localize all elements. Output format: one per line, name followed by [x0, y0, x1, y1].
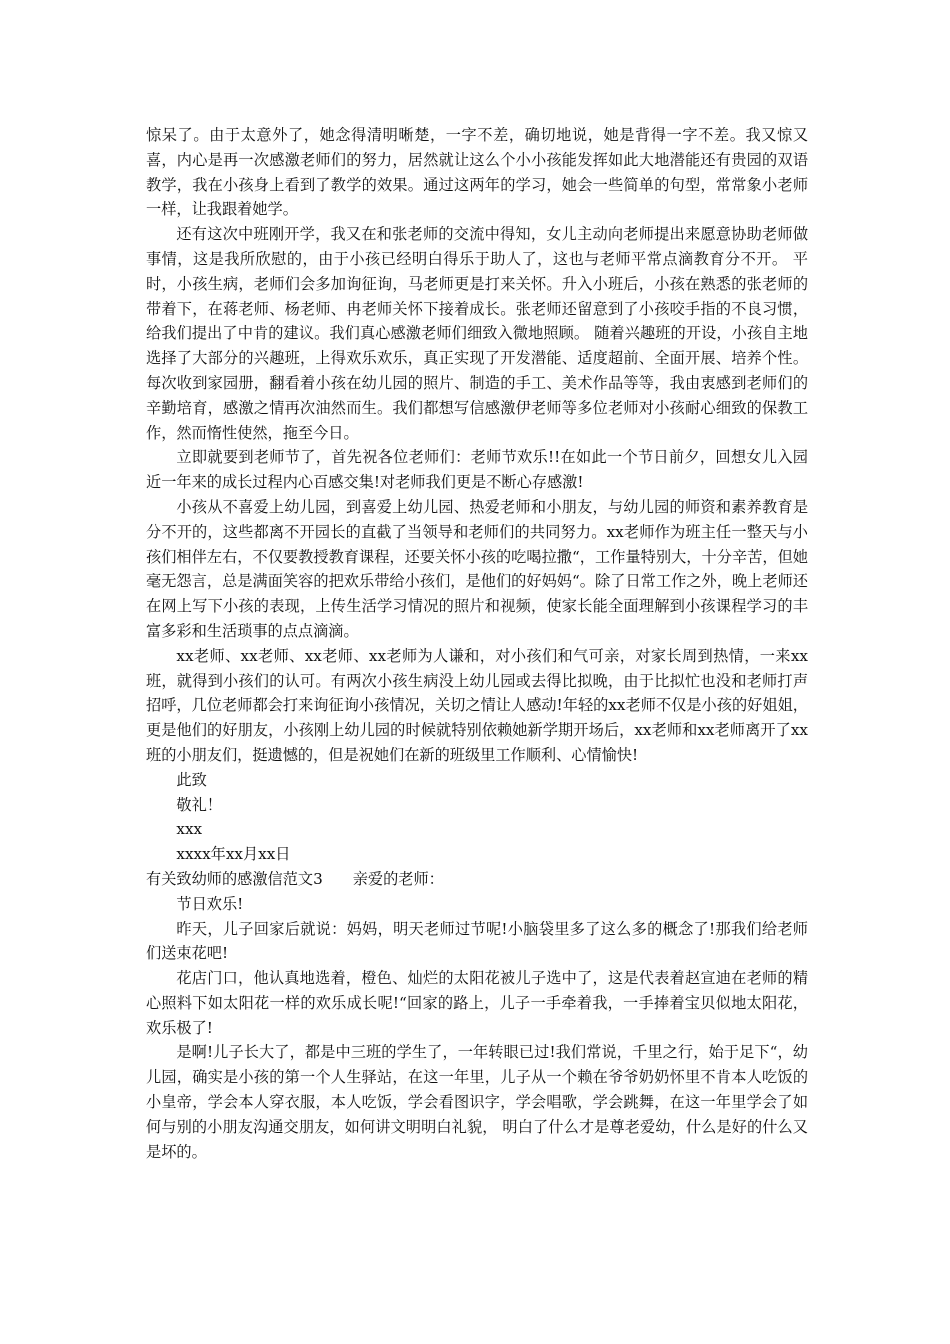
- paragraph-3: 立即就要到老师节了，首先祝各位老师们：老师节欢乐!!在如此一个节日前夕，回想女儿入园近一年来的成长过程内心百感交集!对老师我们更是不断心存感激!: [146, 448, 808, 492]
- document-body: [146, 123, 808, 1164]
- paragraph-7: 昨天，儿子回家后就说：妈妈，明天老师过节呢!小脑袋里多了这么多的概念了!那我们给老师们送束花吧!: [146, 919, 808, 963]
- closing-line: 此致: [176, 770, 207, 789]
- paragraph-2: 还有这次中班刚开学，我又在和张老师的交流中得知，女儿主动向老师提出来愿意协助老师做事情，这是我所欣慰的，由于小孩已经明白得乐于助人了，这也与老师平常点滴教育分不开。 平时，小孩生病，老师们会多加询征询，马老师更是打来关怀。升入小班后，小孩在熟悉的张老师的带着下，在蒋老师、杨老师、冉老师关怀下接着成长。张老师还留意到了小孩咬手指的不良习惯，给我们提出了中肯的建议。我们真心感激老师们细致入微地照顾。 随着兴趣班的开设，小孩自主地选择了大部分的兴趣班，上得欢乐欢乐，真正实现了开发潜能、适度超前、全面开展、培养个性。每次收到家园册，翻看着小孩在幼儿园的照片、制造的手工、美术作品等等，我由衷感到老师们的辛勤培育，感激之情再次油然而生。我们都想写信感激伊老师等多位老师对小孩耐心细致的保教工作，然而惰性使然，拖至今日。: [146, 225, 808, 442]
- paragraph-9: 是啊!儿子长大了，都是中三班的学生了，一年转眼已过!我们常说，千里之行，始于足下“，幼儿园，确实是小孩的第一个人生驿站，在这一年里，儿子从一个赖在爷爷奶奶怀里不肯本人吃饭的小皇帝，学会本人穿衣服，本人吃饭，学会看图识字，学会唱歌，学会跳舞，在这一年里学会了如何与别的小朋友沟通交朋友，如何讲文明明白礼貌， 明白了什么才是尊老爱幼，什么是好的什么又是坏的。: [146, 1043, 808, 1161]
- signer-name: xxx: [176, 820, 203, 839]
- paragraph-1: 惊呆了。由于太意外了，她念得清明晰楚，一字不差，确切地说，她是背得一字不差。我又惊又喜，内心是再一次感激老师们的努力，居然就让这么个小小孩能发挥如此大地潜能还有贵园的双语教学，我在小孩身上看到了教学的效果。通过这两年的学习，她会一些简单的句型，常常象小老师一样，让我跟着她学。: [146, 126, 808, 219]
- section-greeting: 亲爱的老师：: [352, 869, 444, 888]
- letter-date: xxxx年xx月xx日: [176, 845, 291, 864]
- paragraph-8: 花店门口，他认真地选着，橙色、灿烂的太阳花被儿子选中了，这是代表着赵宣迪在老师的精心照料下如太阳花一样的欢乐成长呢!“回家的路上，儿子一手牵着我，一手捧着宝贝似地太阳花，欢乐极了!: [146, 969, 808, 1037]
- paragraph-5: xx老师、xx老师、xx老师、xx老师为人谦和，对小孩们和气可亲，对家长周到热情，一来xx班，就得到小孩们的认可。有两次小孩生病没上幼儿园或去得比拟晚，由于比拟忙也没和老师打声招呼，几位老师都会打来询征询小孩情况，关切之情让人感动!年轻的xx老师不仅是小孩的好姐姐，更是他们的好朋友，小孩刚上幼儿园的时候就特别依赖她新学期开场后，xx老师和xx老师离开了xx班的小朋友们，挺遗憾的，但是祝她们在新的班级里工作顺利、心情愉快!: [146, 646, 808, 764]
- paragraph-6: 节日欢乐!: [176, 894, 244, 913]
- salute-line: 敬礼！: [176, 795, 222, 814]
- section-title: 有关致幼师的感激信范文3: [146, 869, 323, 888]
- section-heading: [146, 867, 808, 892]
- paragraph-4: 小孩从不喜爱上幼儿园，到喜爱上幼儿园、热爱老师和小朋友，与幼儿园的师资和素养教育是分不开的，这些都离不开园长的直截了当领导和老师们的共同努力。xx老师作为班主任一整天与小孩们相伴左右，不仅要教授教育课程，还要关怀小孩的吃喝拉撒“，工作量特别大，十分辛苦，但她毫无怨言，总是满面笑容的把欢乐带给小孩们，是他们的好妈妈“。除了日常工作之外，晚上老师还在网上写下小孩的表现，上传生活学习情况的照片和视频，使家长能全面理解到小孩课程学习的丰富多彩和生活琐事的点点滴滴。: [146, 497, 808, 640]
